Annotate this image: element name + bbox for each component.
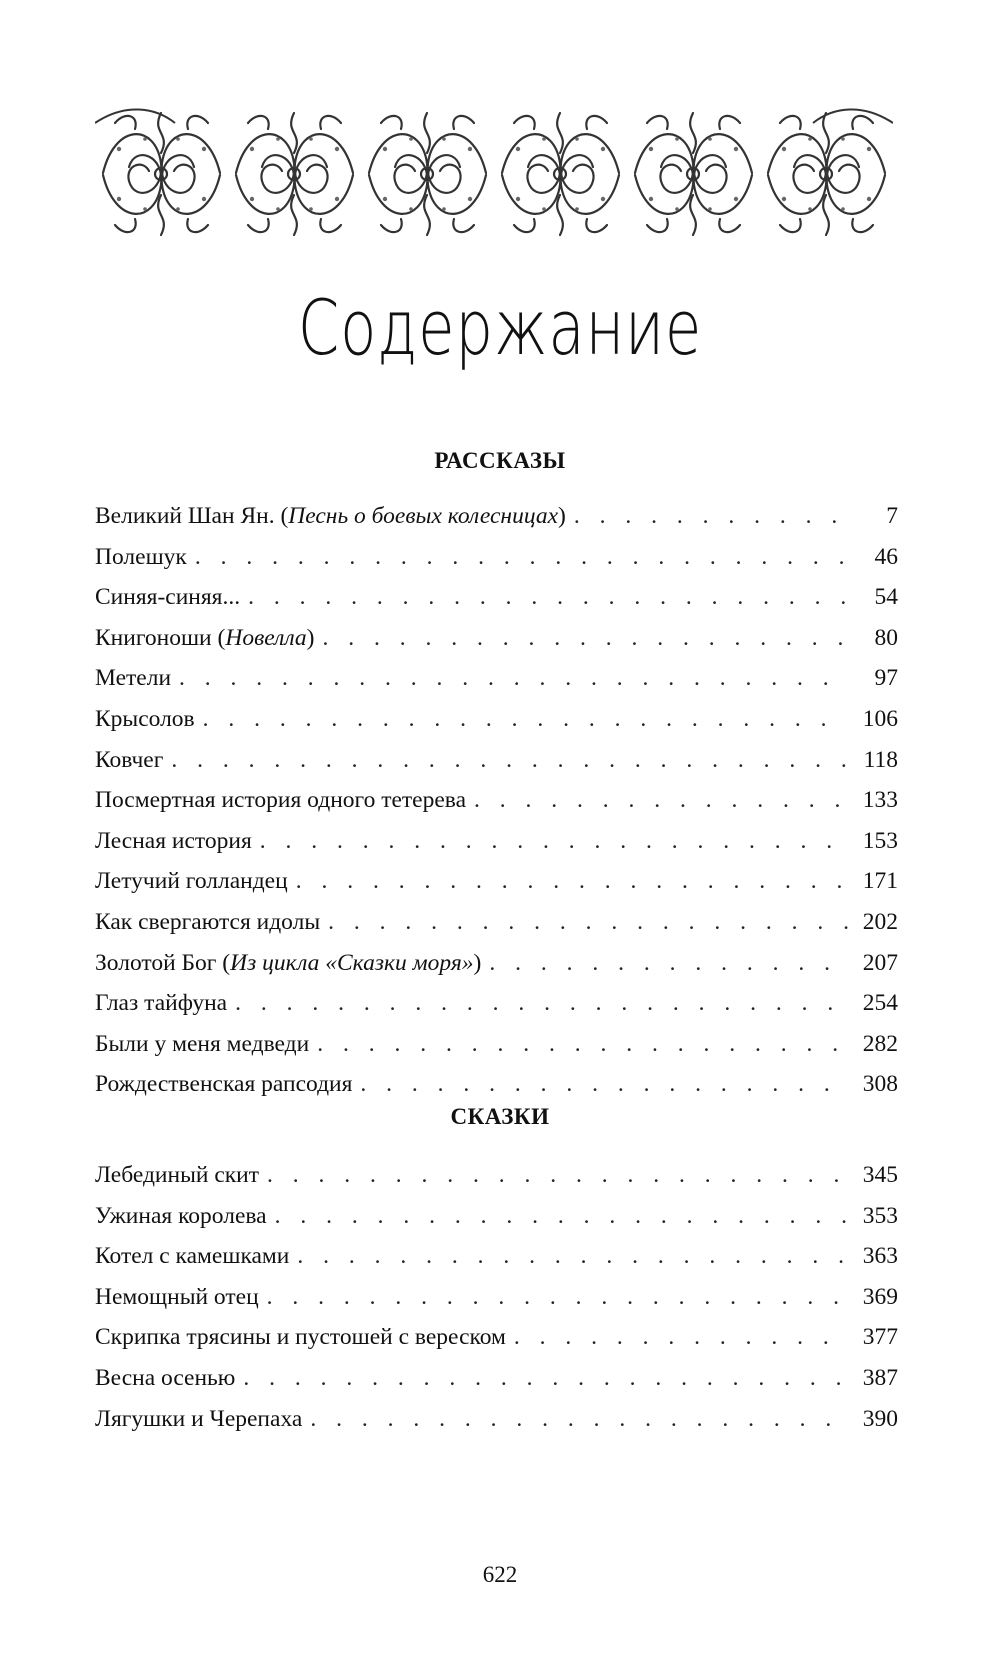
toc-list-tales xyxy=(95,1162,898,1446)
toc-entry[interactable]: Лебединый скит . . . 345 xyxy=(95,1162,898,1203)
toc-page-number: 202 xyxy=(862,908,898,935)
toc-entry[interactable]: Золотой Бог (Из цикла «Сказки моря») . . . 207 xyxy=(95,950,898,991)
toc-page-number: 54 xyxy=(874,584,898,611)
page-title: Содержание xyxy=(297,283,703,372)
dot-leader xyxy=(171,747,848,774)
toc-list-stories xyxy=(95,503,898,1112)
dot-leader xyxy=(360,1071,848,1098)
dot-leader xyxy=(489,950,848,977)
toc-page-number: 97 xyxy=(874,665,898,692)
dot-leader xyxy=(243,1365,848,1392)
toc-page-number: 282 xyxy=(862,1030,898,1057)
dot-leader xyxy=(322,625,848,652)
toc-page-number: 106 xyxy=(862,705,898,732)
toc-entry[interactable]: Котел с камешками . . . 363 xyxy=(95,1243,898,1284)
toc-entry[interactable]: Лесная история . . . 153 xyxy=(95,828,898,869)
dot-leader xyxy=(474,787,848,814)
toc-entry[interactable]: Летучий голландец . . . 171 xyxy=(95,868,898,909)
toc-entry[interactable]: Великий Шан Ян. (Песнь о боевых колесницах) . . . 7 xyxy=(95,503,898,544)
dot-leader xyxy=(574,503,848,530)
toc-page-number: 7 xyxy=(886,503,898,529)
toc-entry[interactable]: Лягушки и Черепаха . . . 390 xyxy=(95,1406,898,1447)
toc-entry[interactable]: Крысолов . . . 106 xyxy=(95,706,898,747)
toc-entry[interactable]: Книгоноши (Новелла) . . . 80 xyxy=(95,625,898,666)
dot-leader xyxy=(328,909,848,936)
toc-page-number: 118 xyxy=(863,746,898,773)
dot-leader xyxy=(179,665,848,692)
toc-entry[interactable]: Синяя-синяя... . . . 54 xyxy=(95,584,898,625)
dot-leader xyxy=(310,1406,848,1433)
dot-leader xyxy=(248,584,848,611)
dot-leader xyxy=(275,1203,848,1230)
toc-entry[interactable]: Были у меня медведи . . . 282 xyxy=(95,1031,898,1072)
section-heading-stories: РАССКАЗЫ xyxy=(434,448,566,473)
toc-entry[interactable]: Метели . . . 97 xyxy=(95,665,898,706)
toc-page-number: 387 xyxy=(862,1364,898,1391)
toc-entry[interactable]: Немощный отец . . . 369 xyxy=(95,1284,898,1325)
dot-leader xyxy=(317,1031,848,1058)
toc-entry[interactable]: Посмертная история одного тетерева . . . 133 xyxy=(95,787,898,828)
toc-page-number: 363 xyxy=(862,1243,898,1270)
toc-page-number: 46 xyxy=(874,543,898,570)
toc-entry[interactable]: Ковчег . . . 118 xyxy=(95,747,898,788)
dot-leader xyxy=(514,1324,848,1351)
toc-entry[interactable]: Скрипка трясины и пустошей с вереском . . . 377 xyxy=(95,1324,898,1365)
dot-leader xyxy=(297,1243,848,1270)
toc-page-number: 345 xyxy=(862,1162,898,1188)
toc-entry[interactable]: Как свергаются идолы . . . 202 xyxy=(95,909,898,950)
toc-page-number: 353 xyxy=(862,1202,898,1229)
toc-entry[interactable]: Ужиная королева . . . 353 xyxy=(95,1203,898,1244)
toc-page-number: 153 xyxy=(862,827,898,854)
toc-entry[interactable]: Рождественская рапсодия . . . 308 xyxy=(95,1071,898,1112)
section-heading-tales: СКАЗКИ xyxy=(450,1104,550,1129)
page-number: 622 xyxy=(482,1562,518,1587)
dot-leader xyxy=(260,828,848,855)
toc-page-number: 133 xyxy=(862,787,898,814)
toc-entry[interactable]: Полешук . . . 46 xyxy=(95,544,898,585)
toc-page-number: 254 xyxy=(862,990,898,1017)
toc-page-number: 308 xyxy=(862,1071,898,1098)
toc-page-number: 207 xyxy=(862,949,898,976)
toc-page-number: 369 xyxy=(862,1283,898,1310)
dot-leader xyxy=(195,544,848,571)
toc-entry[interactable]: Весна осенью . . . 387 xyxy=(95,1365,898,1406)
decorative-scroll-ornament xyxy=(95,103,893,245)
dot-leader xyxy=(203,706,848,733)
dot-leader xyxy=(235,990,848,1017)
dot-leader xyxy=(296,868,848,895)
dot-leader xyxy=(267,1284,848,1311)
toc-page-number: 390 xyxy=(862,1405,898,1432)
toc-page-number: 171 xyxy=(862,868,898,895)
toc-page-number: 377 xyxy=(862,1324,898,1351)
toc-page-number: 80 xyxy=(874,624,898,651)
toc-entry[interactable]: Глаз тайфуна . . . 254 xyxy=(95,990,898,1031)
dot-leader xyxy=(267,1162,848,1189)
